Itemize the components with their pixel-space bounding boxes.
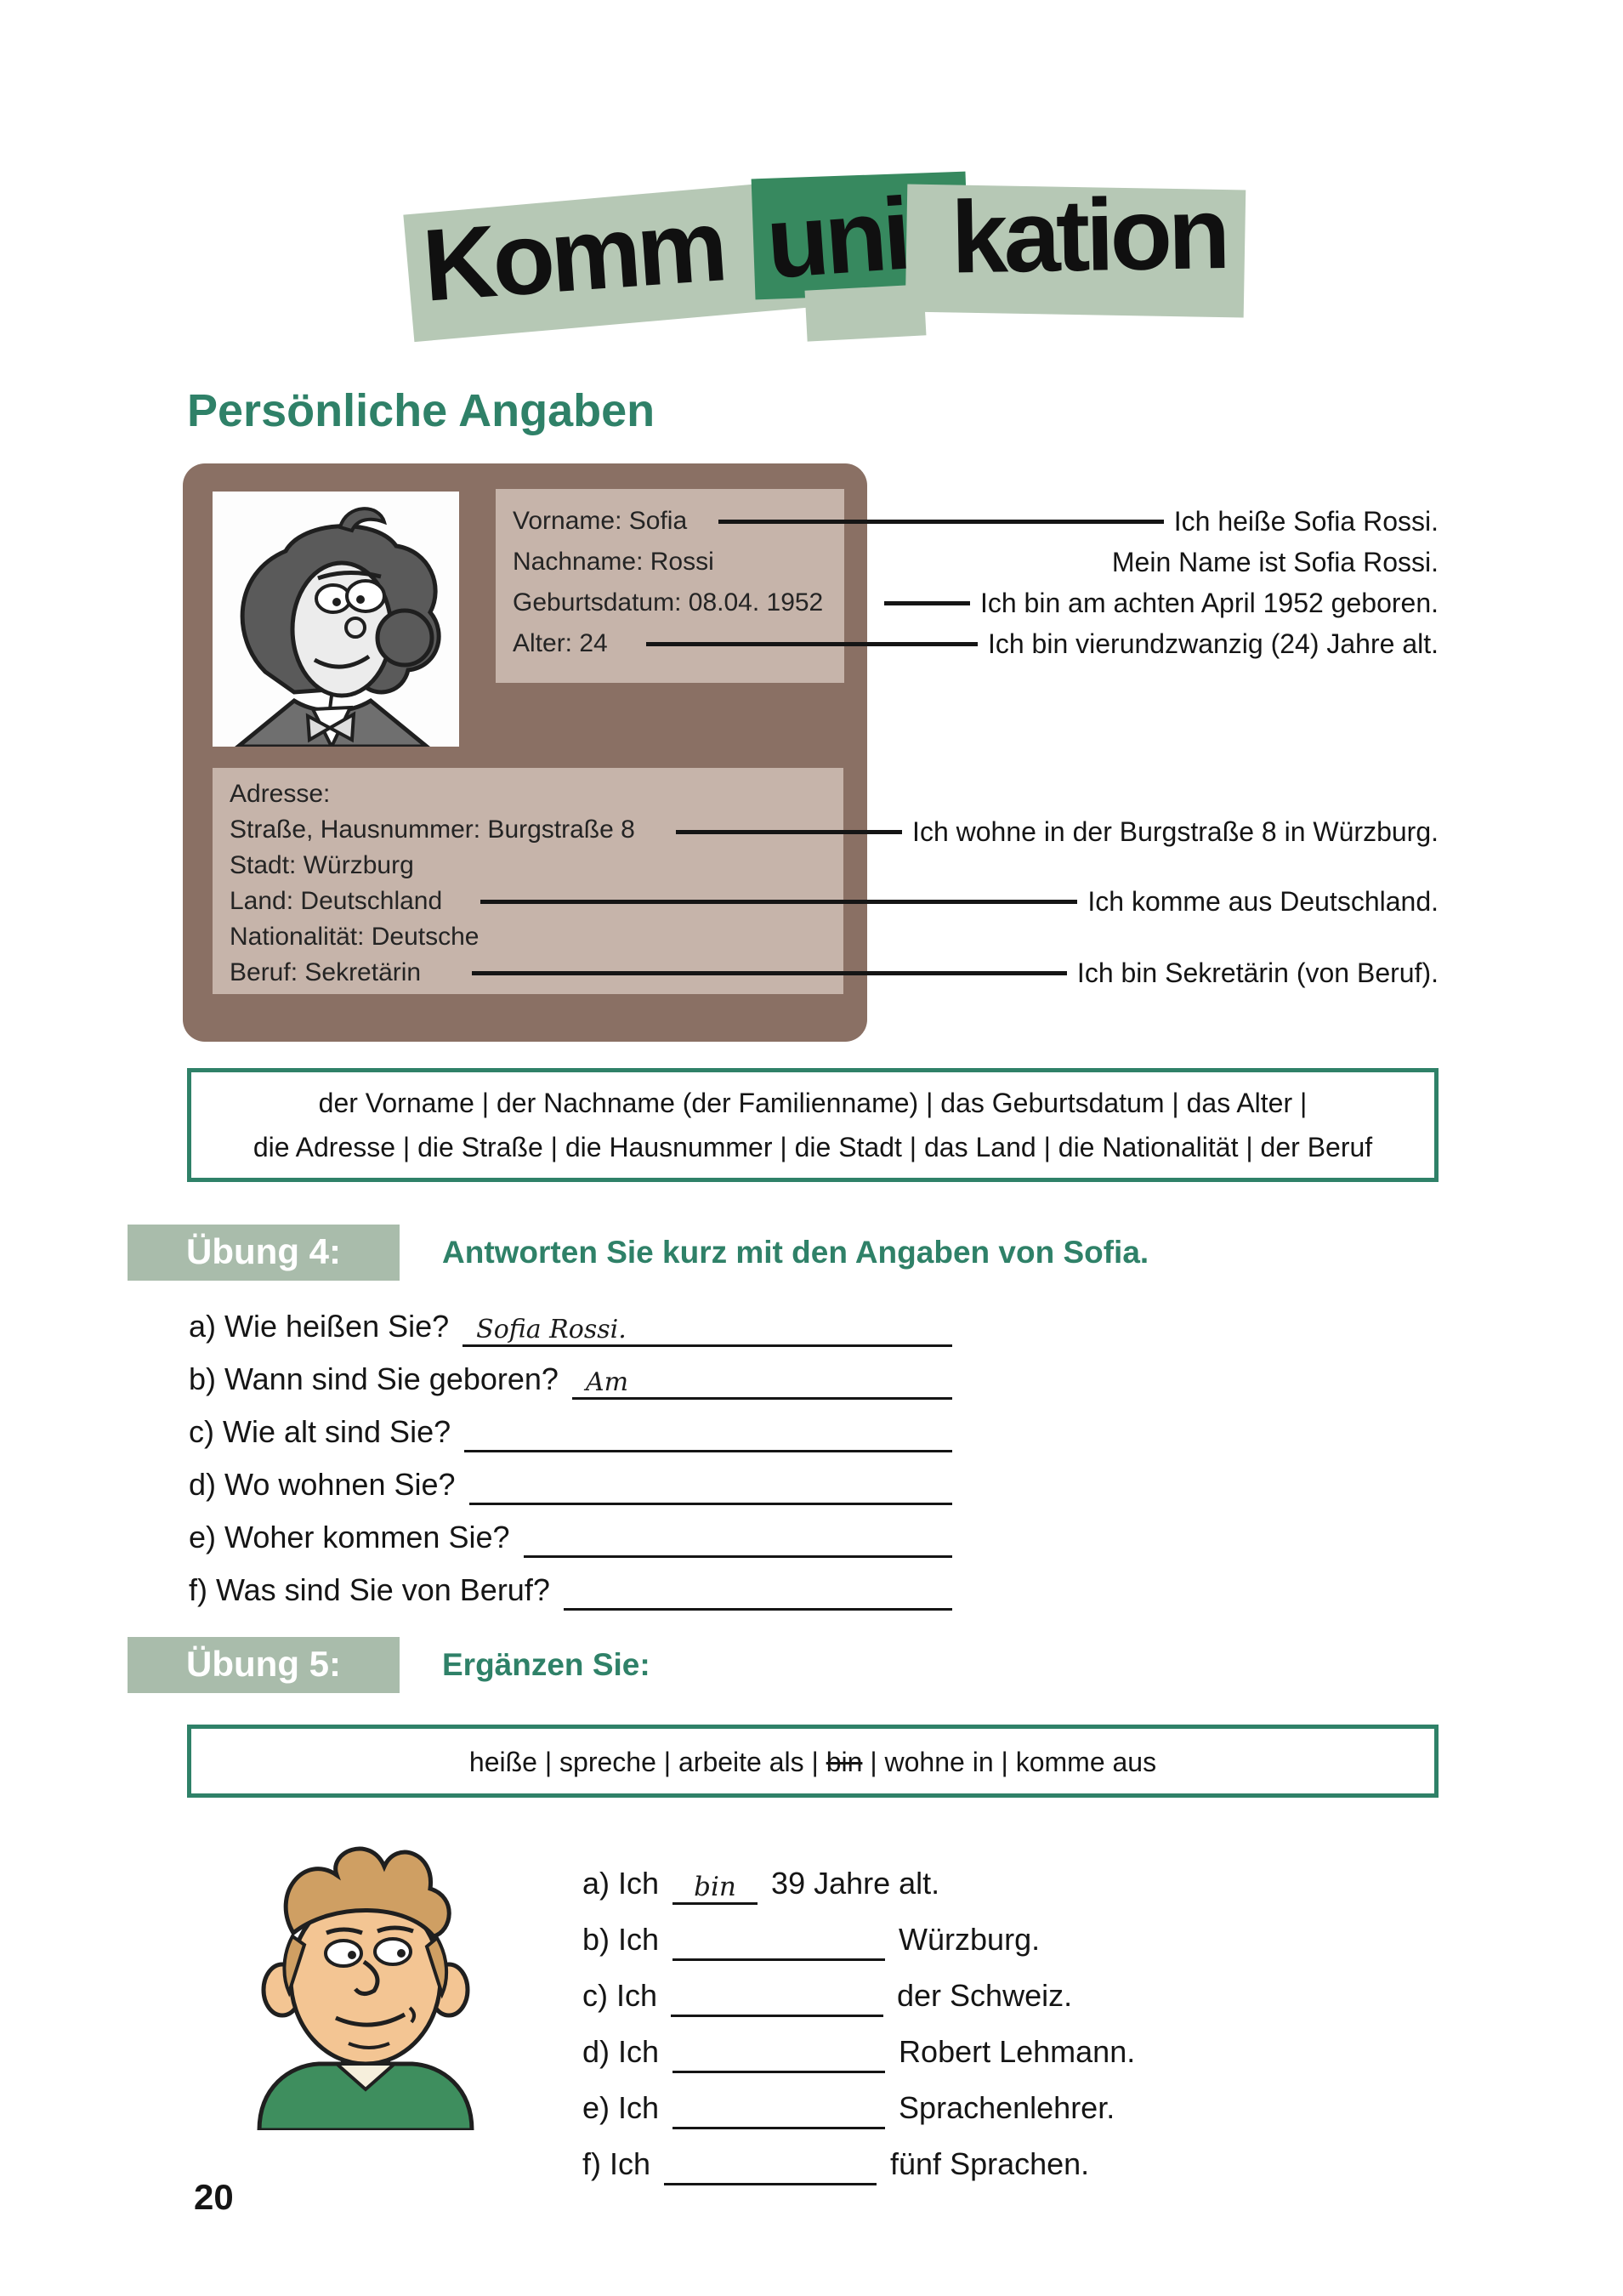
uebung5-label: Übung 5: — [128, 1637, 400, 1693]
callout-row — [884, 584, 1439, 622]
fill-in-row — [582, 2027, 1135, 2073]
connector-line — [480, 900, 1077, 904]
verb-bank-part1: heiße | spreche | arbeite als | — [468, 1747, 819, 1777]
question-row — [189, 1461, 952, 1505]
fill-in-row — [582, 2140, 1089, 2185]
answer-blank[interactable] — [524, 1516, 953, 1558]
fill-in-tail: Sprachenlehrer. — [899, 2090, 1115, 2125]
fill-in-tail: Robert Lehmann. — [899, 2034, 1136, 2069]
field-beruf: Beruf: Sekretärin — [230, 958, 422, 986]
verb-bank-part2: | wohne in | komme aus — [870, 1747, 1157, 1777]
sofia-portrait — [213, 492, 459, 747]
fill-in-prefix: c) Ich — [582, 1978, 658, 2013]
fill-in-prefix: a) Ich — [582, 1866, 660, 1901]
callout-sentence: Ich bin vierundzwanzig (24) Jahre alt. — [987, 628, 1439, 659]
answer-blank[interactable] — [671, 1975, 883, 2017]
fill-in-prefix: e) Ich — [582, 2090, 660, 2125]
connector-line — [646, 642, 978, 646]
fill-in-prefix: d) Ich — [582, 2034, 660, 2069]
handwritten-answer: Sofia Rossi. — [476, 1315, 627, 1344]
answer-blank[interactable] — [672, 1863, 758, 1905]
callout-row — [480, 883, 1439, 920]
answer-blank[interactable] — [564, 1569, 952, 1611]
question-text: e) Woher kommen Sie? — [189, 1520, 510, 1554]
answer-blank[interactable] — [572, 1358, 952, 1400]
callout-sentence: Ich wohne in der Burgstraße 8 in Würzburg. — [912, 816, 1439, 847]
callout-row — [646, 625, 1439, 662]
answer-blank[interactable] — [469, 1463, 952, 1505]
fill-in-row — [582, 1971, 1072, 2017]
field-geburtsdatum: Geburtsdatum: 08.04. 1952 — [513, 588, 824, 617]
logo-word-komm: Komm — [419, 188, 728, 323]
verb-bank-box — [187, 1725, 1439, 1798]
fill-in-row — [582, 2083, 1115, 2129]
robert-portrait — [255, 1816, 476, 2130]
handwritten-answer: Am — [585, 1367, 629, 1397]
cartoon-woman-illustration — [213, 492, 459, 747]
cartoon-man-illustration — [255, 1816, 476, 2130]
connector-line — [884, 601, 970, 605]
fill-in-tail: 39 Jahre alt. — [771, 1866, 940, 1901]
answer-blank[interactable] — [664, 2144, 877, 2185]
callout-sentence: Ich bin am achten April 1952 geboren. — [979, 587, 1439, 618]
vocabulary-line: die Adresse | die Straße | die Hausnummer | die Stadt | das Land | die Nationalität | der Beruf — [253, 1132, 1373, 1162]
callout-row — [850, 543, 1439, 581]
fill-in-tail: Würzburg. — [899, 1922, 1041, 1957]
vocabulary-box — [187, 1068, 1439, 1182]
field-strasse: Straße, Hausnummer: Burgstraße 8 — [230, 816, 635, 844]
question-text: f) Was sind Sie von Beruf? — [189, 1572, 550, 1607]
callout-sentence: Mein Name ist Sofia Rossi. — [1111, 546, 1439, 577]
logo-word-kation: kation — [950, 175, 1227, 295]
question-row — [189, 1303, 952, 1347]
connector-line — [676, 830, 902, 834]
question-text: c) Wie alt sind Sie? — [189, 1414, 451, 1449]
question-row — [189, 1566, 952, 1611]
field-nachname: Nachname: Rossi — [513, 548, 714, 576]
question-text: a) Wie heißen Sie? — [189, 1309, 450, 1344]
field-vorname: Vorname: Sofia — [513, 507, 688, 535]
question-text: b) Wann sind Sie geboren? — [189, 1361, 559, 1396]
connector-line — [472, 971, 1067, 975]
callout-sentence: Ich bin Sekretärin (von Beruf). — [1076, 957, 1439, 988]
page-number: 20 — [194, 2177, 234, 2217]
answer-blank[interactable] — [672, 1919, 885, 1961]
question-text: d) Wo wohnen Sie? — [189, 1467, 456, 1502]
callout-row — [676, 813, 1439, 850]
question-row — [189, 1355, 952, 1400]
answer-blank[interactable] — [462, 1305, 952, 1347]
field-land: Land: Deutschland — [230, 887, 443, 915]
field-nationalitaet: Nationalität: Deutsche — [230, 923, 480, 951]
uebung4-instruction: Antworten Sie kurz mit den Angaben von Sofia. — [442, 1235, 1149, 1270]
fill-in-row — [582, 1859, 939, 1905]
answer-blank[interactable] — [672, 2032, 885, 2073]
vocabulary-line: der Vorname | der Nachname (der Familienname) | das Geburtsdatum | das Alter | — [318, 1088, 1308, 1118]
uebung5-instruction: Ergänzen Sie: — [442, 1647, 650, 1682]
answer-blank[interactable] — [672, 2088, 885, 2129]
callout-row — [472, 954, 1439, 992]
fill-in-prefix: b) Ich — [582, 1922, 660, 1957]
field-alter: Alter: 24 — [513, 629, 608, 657]
callout-sentence: Ich heiße Sofia Rossi. — [1173, 505, 1439, 537]
callout-row — [718, 503, 1439, 540]
handwritten-answer: bin — [694, 1872, 736, 1902]
connector-line — [718, 520, 1164, 524]
question-row — [189, 1514, 952, 1558]
verb-bank-struck-word: bin — [826, 1747, 863, 1777]
field-stadt: Stadt: Würzburg — [230, 851, 414, 879]
answer-blank[interactable] — [464, 1411, 952, 1452]
fill-in-tail: der Schweiz. — [897, 1978, 1073, 2013]
question-row — [189, 1408, 952, 1452]
field-adresse: Adresse: — [230, 780, 331, 808]
logo-word-uni: uni — [763, 176, 911, 300]
uebung4-label: Übung 4: — [128, 1225, 400, 1281]
callout-sentence: Ich komme aus Deutschland. — [1087, 885, 1439, 917]
fill-in-prefix: f) Ich — [582, 2146, 651, 2181]
fill-in-tail: fünf Sprachen. — [890, 2146, 1090, 2181]
fill-in-row — [582, 1915, 1040, 1961]
section-title: Persönliche Angaben — [187, 385, 655, 436]
